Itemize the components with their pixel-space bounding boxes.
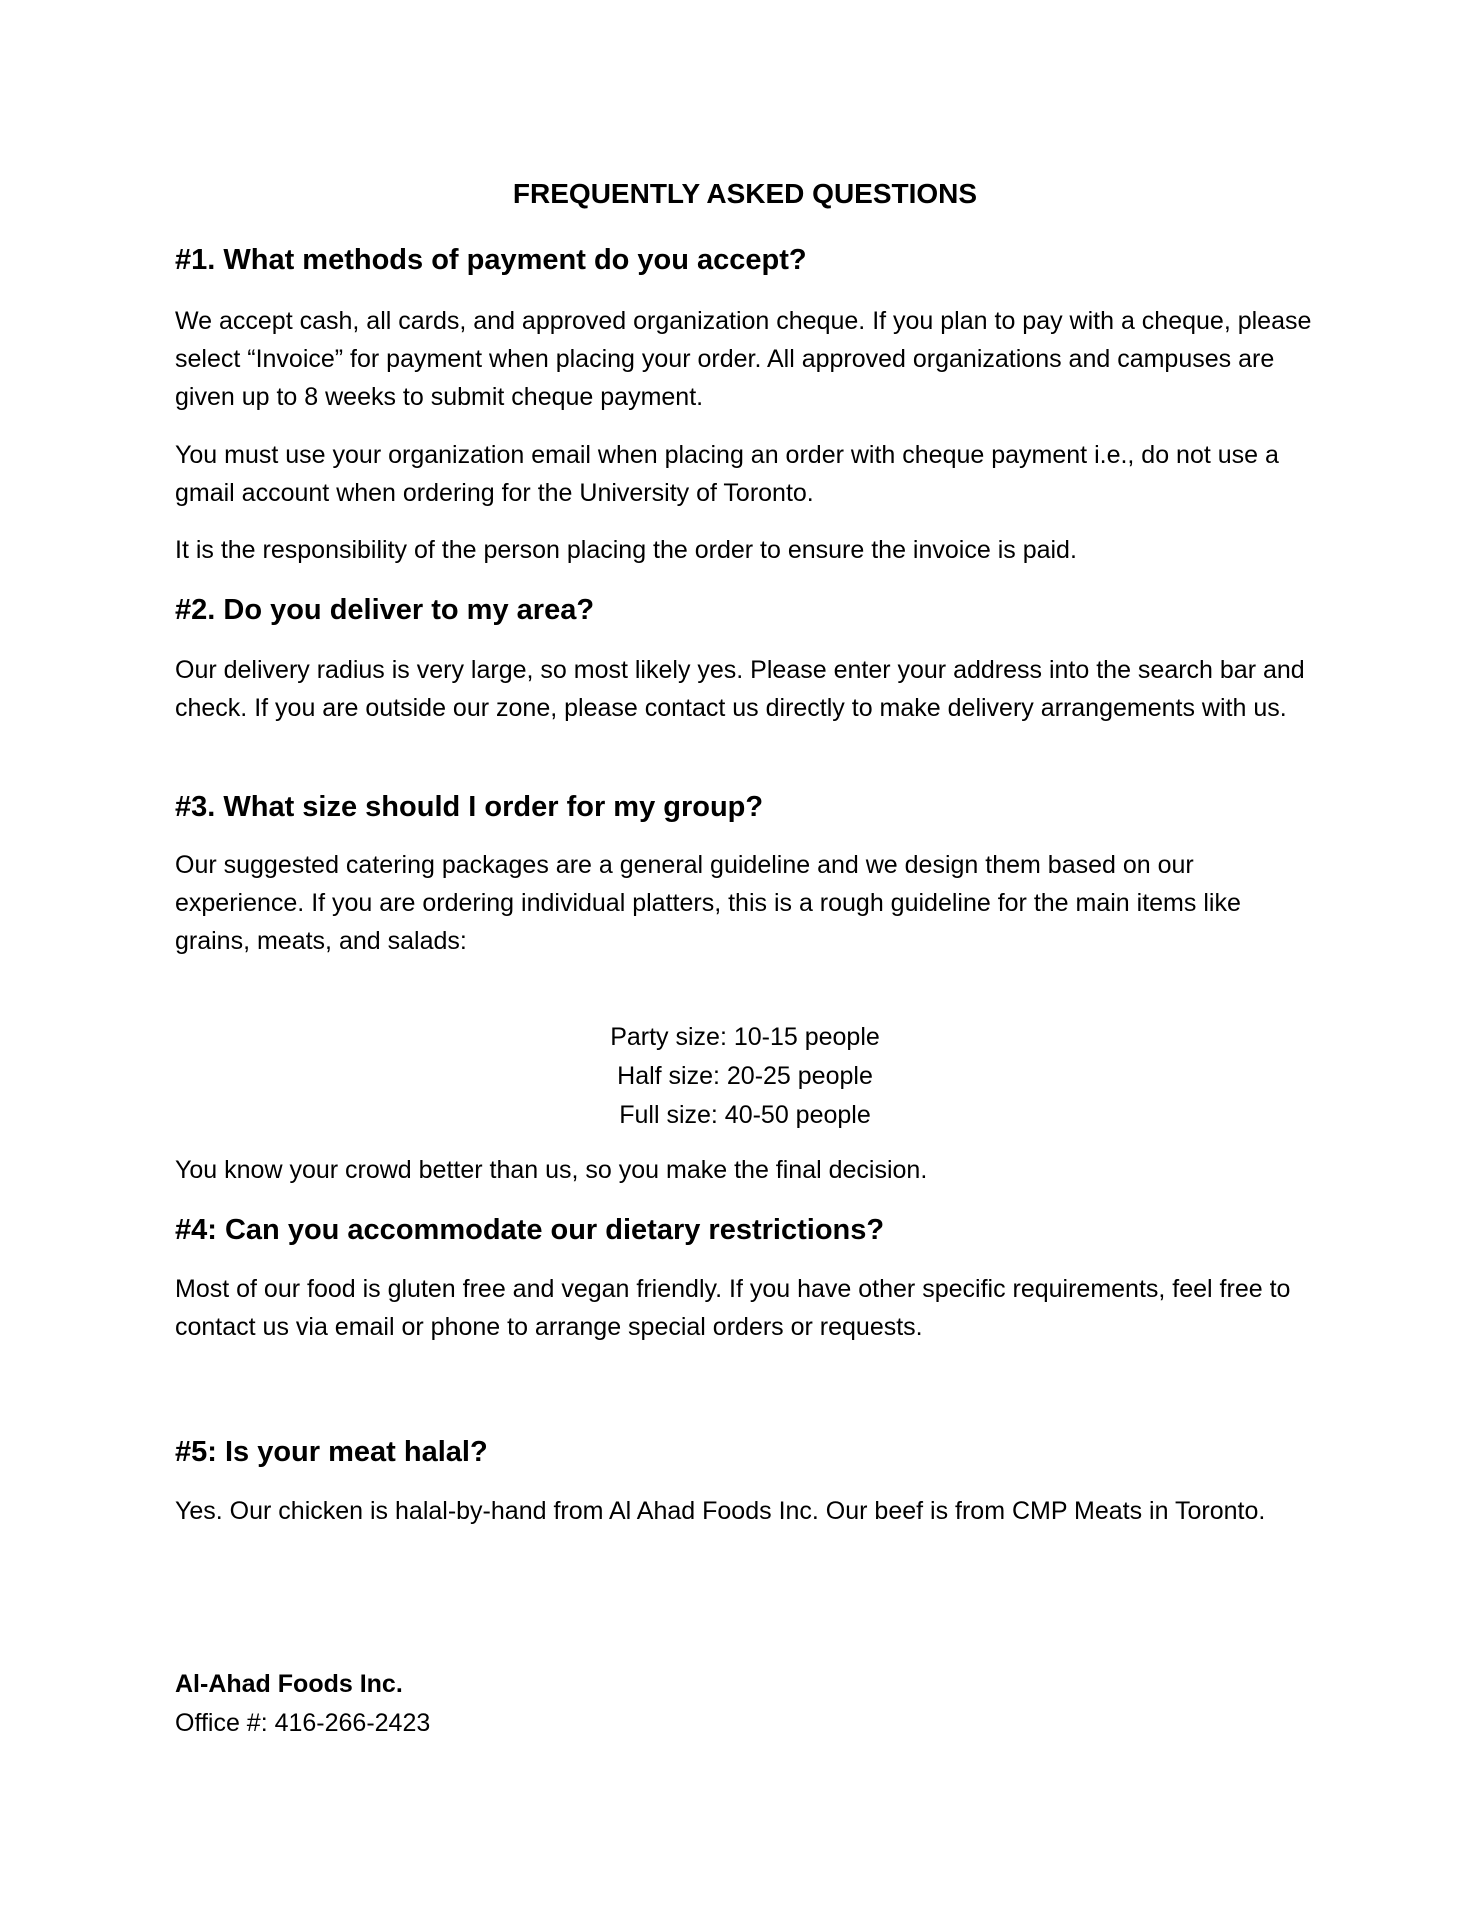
faq-question-4: #4: Can you accommodate our dietary restrictions? [175, 1214, 885, 1246]
faq-answer-1-paragraph-1: We accept cash, all cards, and approved organization cheque. If you plan to pay with a cheque, please select “Invoice” for payment when placing your order. All approved organizations and campuses are given up to 8 weeks to submit cheque payment. [175, 307, 1312, 411]
faq-answer-3-closing: You know your crowd better than us, so you make the final decision. [175, 1156, 928, 1184]
size-guideline-half: Half size: 20-25 people [617, 1062, 873, 1090]
faq-answer-2-paragraph-1: Our delivery radius is very large, so most likely yes. Please enter your address into the search bar and check. If you are outside our zone, please contact us directly to make delivery arrangements with us. [175, 656, 1305, 722]
footer-office-phone: Office #: 416-266-2423 [175, 1709, 431, 1737]
document-page [175, 0, 1315, 1920]
faq-answer-4-paragraph-1: Most of our food is gluten free and vegan friendly. If you have other specific requirements, feel free to contact us via email or phone to arrange special orders or requests. [175, 1275, 1291, 1341]
faq-answer-1-paragraph-3: It is the responsibility of the person placing the order to ensure the invoice is paid. [175, 536, 1077, 564]
footer-company-name: Al-Ahad Foods Inc. [175, 1670, 403, 1698]
faq-answer-5-paragraph-1: Yes. Our chicken is halal-by-hand from Al Ahad Foods Inc. Our beef is from CMP Meats in Toronto. [175, 1497, 1266, 1525]
document-title: FREQUENTLY ASKED QUESTIONS [512, 178, 978, 209]
size-guideline-party: Party size: 10-15 people [610, 1023, 880, 1051]
size-guideline-full: Full size: 40-50 people [619, 1101, 871, 1129]
faq-question-5: #5: Is your meat halal? [175, 1436, 488, 1468]
faq-answer-1-paragraph-2: You must use your organization email when placing an order with cheque payment i.e., do not use a gmail account when ordering for the University of Toronto. [175, 441, 1279, 507]
faq-question-2: #2. Do you deliver to my area? [175, 594, 595, 626]
faq-question-3: #3. What size should I order for my group? [175, 791, 764, 823]
faq-answer-3-paragraph-1: Our suggested catering packages are a general guideline and we design them based on our experience. If you are ordering individual platters, this is a rough guideline for the main items like grains, meats, and salads: [175, 851, 1241, 955]
faq-question-1: #1. What methods of payment do you accept? [175, 244, 807, 276]
